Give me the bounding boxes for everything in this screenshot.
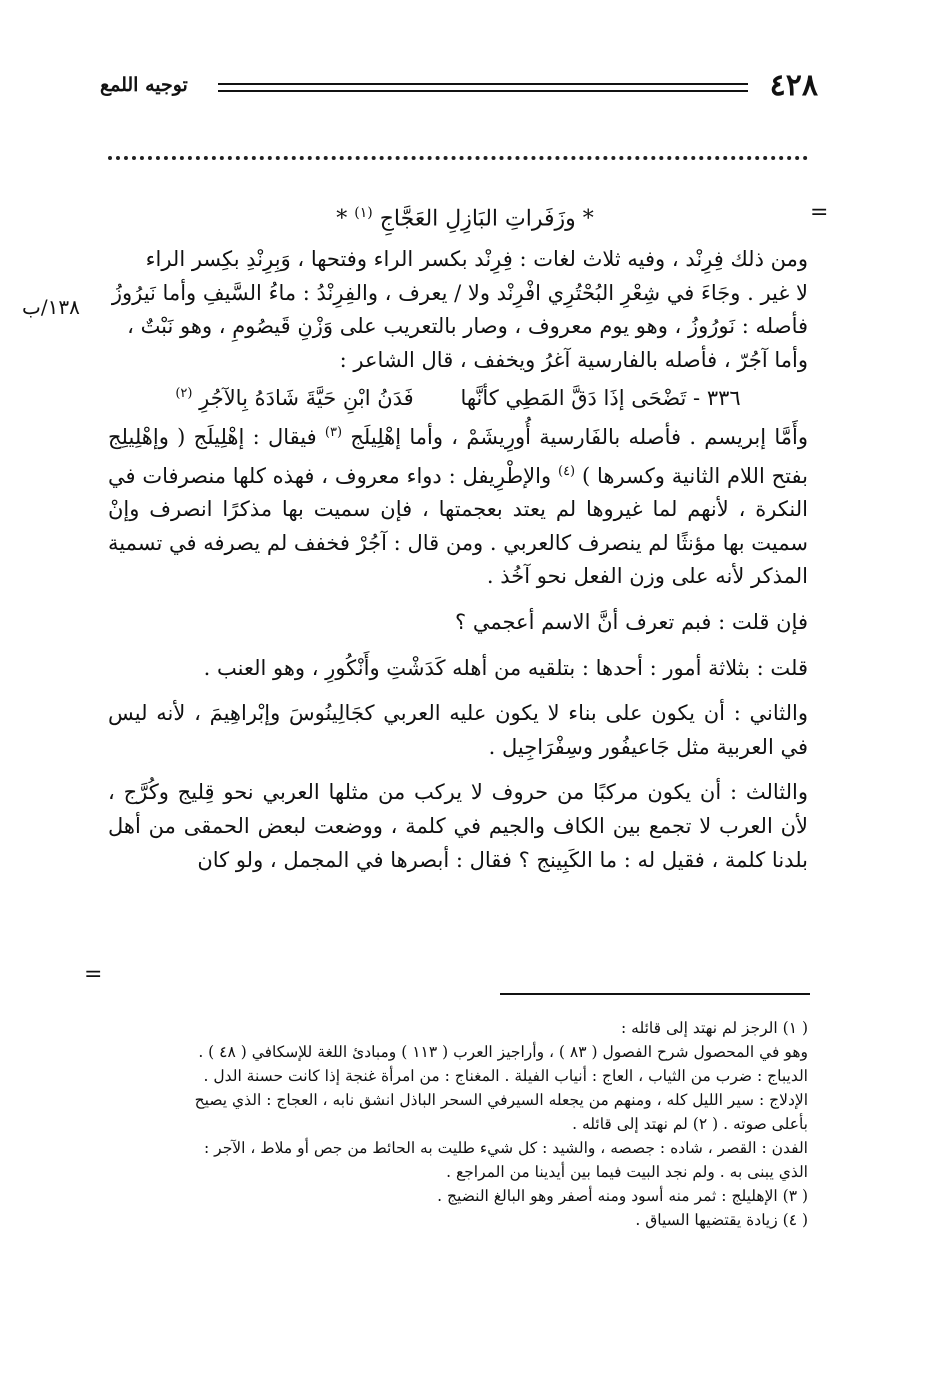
body-line-4: وأما آجُرّ ، فأصله بالفارسية آغرُ ويخفف ، قال الشاعر : xyxy=(339,347,808,372)
footnote-separator xyxy=(500,993,810,995)
poem-first-hemistich: تَضْحَى إذَا دَقَّ المَطِي كأنَّها xyxy=(460,386,687,411)
footnote-ref-1: (١) xyxy=(354,205,373,221)
verse-heading-star: * xyxy=(336,206,348,232)
footnote-line: الذي يبنى به . ولم نجد البيت فيما بين أيدينا من المراجع . xyxy=(446,1163,808,1181)
header-double-rule xyxy=(218,83,748,92)
footnotes xyxy=(112,1016,808,1232)
verse-heading xyxy=(120,196,810,236)
body-line-1: ومن ذلك فِرِنْد ، وفيه ثلاث لغات : فِرِنْد بكسر الراء وفتحها ، وَبِرِنْدِ بكِسر الراء xyxy=(145,247,808,271)
verse-heading-text: * وزَفَراتِ البَازِلِ العَجَّاجِ xyxy=(379,206,594,232)
footnote-ref-3: (٣) xyxy=(324,424,343,440)
footnote-line: الفدن : القصر ، شاده : جصصه ، والشيد : كل شيء طليت به الحائط من جص أو ملاط ، الآجر : xyxy=(204,1139,808,1157)
footnote-line: وهو في المحصول شرح الفصول ( ٨٣ ) ، وأراجيز العرب ( ١١٣ ) ومبادئ اللغة للإسكافي ( ٤٨ ) . xyxy=(198,1043,808,1061)
footnote-ref-2: (٢) xyxy=(175,386,193,402)
body-line-3: فأصله : نَورُوزُ ، وهو يوم معروف ، وصار بالتعريب على وَزْنِ قَيصُومِ ، وهو نَبْتٌ ، xyxy=(127,314,808,339)
poem-second-hemistich: فَدَنُ ابْنِ حَيَّةَ شَادَهُ بِالآجُرِ xyxy=(199,386,414,411)
second-criterion-paragraph: والثاني : أن يكون على بناء لا يكون عليه العربي كجَالِينُوسَ وإبْراهِيمَ ، لأنه ليس في العربية مثل جَاعيفُور وسِفْرَاجِيل . xyxy=(108,701,808,759)
paragraph-ibrisam-part3: والإطْرِيفل : دواء معروف ، فهذه كلها منصرفات في النكرة ، لأنهم لما غيروها لم يعتد بعجمتها ، فإن سميت بها مذكرًا انصرف وإنْ سميت بها مؤنثًا لم ينصرف كالعربي . ومن قال : آجُرْ فخفف لم يصرفه في تسمية المذكر لأنه على وزن الفعل نحو آخُذ . xyxy=(108,463,808,589)
running-title: توجيه اللمع xyxy=(100,74,188,96)
paragraph-ibrisam-part2: فيقال : إهْلِيلَج ( وإهْلِيلِج بفتح اللام الثانية وكسرها ) xyxy=(108,424,808,488)
answer-paragraph: قلت : بثلاثة أمور : أحدها : بتلقيه من أهله كَدَشْتِ وأَنْكُورِ ، وهو العنب . xyxy=(203,655,808,680)
poem-verse xyxy=(108,377,808,416)
poem-number: ٣٣٦ - xyxy=(693,386,741,411)
body-line-2: لا غير . وجَاءَ في شِعْرِ البُحْتُرِي افْرِنْد ولا / يعرف ، والفِرِنْدُ : ماءُ السَّيفِ وأما نَيرُوزُ xyxy=(111,280,808,305)
footnote-line: الديباج : ضرب من الثياب ، العاج : أنياب الفيلة . المغناج : من امرأة غنجة إذا كانت حسنة الدل . xyxy=(203,1067,808,1085)
footnote-line: الإدلاج : سير الليل كله ، ومنهم من يجعله السيرفي السحر الباذل انشق نابه ، العجاج : الذي يصيح xyxy=(194,1091,808,1109)
manuscript-folio-note: ١٣٨/ب xyxy=(22,295,80,319)
footnote-line: ( ٤) زيادة يقتضيها السياق . xyxy=(635,1211,808,1229)
paragraph-ibrisam xyxy=(108,416,808,594)
main-text xyxy=(108,243,808,877)
footnote-line: بأعلى صوته . ( ٢) لم نهتد إلى قائله . xyxy=(572,1115,808,1133)
paragraph-ibrisam-part1: وأَمَّا إبريسم . فأصله بالفَارسية أُورِيشَمْ ، وأما إهْلِيلَج xyxy=(350,424,808,449)
footnote-line: ( ٣) الإهليلج : ثمر منه أسود ومنه أصفر وهو البالغ النضيج . xyxy=(437,1187,808,1205)
footnote-ref-4: (٤) xyxy=(557,463,576,479)
question-paragraph: فإن قلت : فبم تعرف أنَّ الاسم أعجمي ؟ xyxy=(455,609,808,634)
dotted-separator xyxy=(108,156,808,160)
third-criterion-paragraph: والثالث : أن يكون مركبًا من حروف لا يركب من مثلها العربي نحو قِليج وكُرَّج ، لأن العرب لا تجمع بين الكاف والجيم في كلمة ، ووضعت لبعض الحمقى من أهل بلدنا كلمة ، فقيل له : ما الكَبِينج ؟ فقال : أبصرها في المجمل ، ولو كان xyxy=(108,780,808,872)
continuation-mark: = xyxy=(810,200,829,225)
footnote-line: ( ١) الرجز لم نهتد إلى قائله : xyxy=(620,1019,808,1037)
running-header xyxy=(100,66,818,106)
page-number: ٤٢٨ xyxy=(769,68,818,103)
page-end-continuation-mark: = xyxy=(84,962,103,987)
